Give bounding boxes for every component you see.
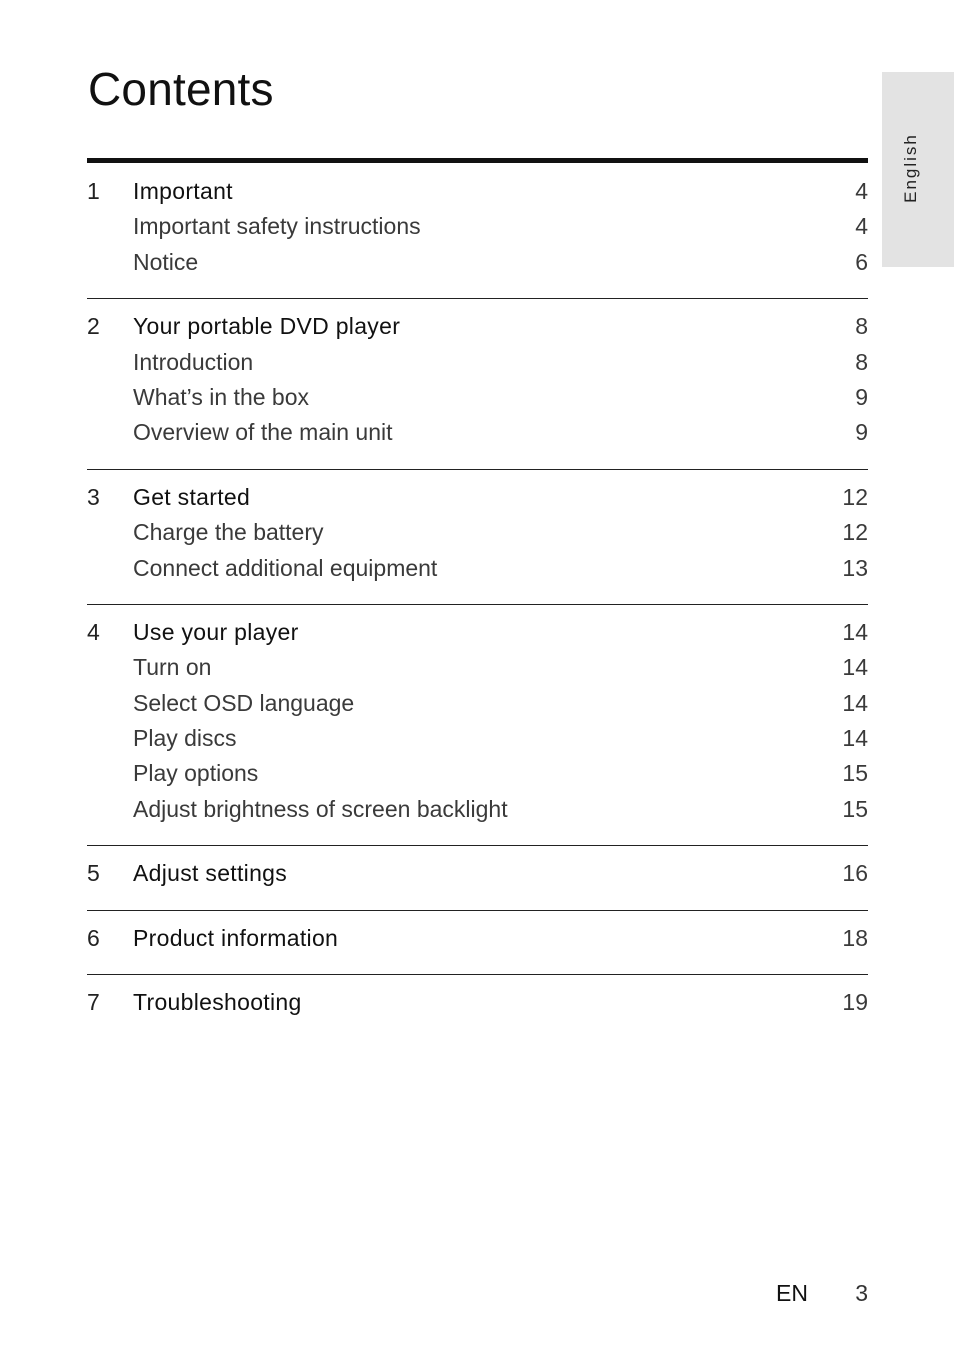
entry-title: Connect additional equipment	[133, 554, 438, 581]
toc-section	[87, 975, 868, 1038]
entry-page-number: 14	[842, 654, 868, 681]
toc-section	[87, 470, 868, 605]
toc-chapter-row[interactable]	[87, 856, 868, 891]
toc-entry-row[interactable]	[87, 209, 868, 244]
chapter-title: Your portable DVD player	[133, 313, 401, 340]
toc-section	[87, 846, 868, 910]
toc-entry-row[interactable]	[87, 721, 868, 756]
toc-chapter-row[interactable]	[87, 985, 868, 1020]
entry-page-number: 13	[842, 554, 868, 581]
chapter-page-number: 14	[842, 618, 868, 645]
entry-title: Notice	[133, 248, 199, 275]
toc-chapter-row[interactable]	[87, 921, 868, 956]
toc-section	[87, 605, 868, 846]
chapter-title: Use your player	[133, 618, 299, 645]
entry-title: Important safety instructions	[133, 213, 421, 240]
footer-page-number: 3	[855, 1280, 868, 1306]
toc-chapter-row[interactable]	[87, 174, 868, 209]
entry-title: Overview of the main unit	[133, 419, 393, 446]
entry-page-number: 6	[855, 248, 868, 275]
entry-page-number: 14	[842, 689, 868, 716]
entry-title: Turn on	[133, 654, 212, 681]
toc-entry-row[interactable]	[87, 650, 868, 685]
chapter-title: Adjust settings	[133, 860, 288, 887]
table-of-contents	[87, 163, 868, 1038]
toc-entry-row[interactable]	[87, 551, 868, 586]
toc-section	[87, 163, 868, 299]
chapter-number: 3	[87, 483, 100, 510]
chapter-number: 7	[87, 989, 100, 1016]
chapter-page-number: 18	[842, 924, 868, 951]
toc-chapter-row[interactable]	[87, 309, 868, 344]
toc-chapter-row[interactable]	[87, 615, 868, 650]
entry-page-number: 14	[842, 725, 868, 752]
toc-entry-row[interactable]	[87, 345, 868, 380]
toc-section	[87, 299, 868, 470]
footer-language: EN	[776, 1280, 808, 1306]
entry-title: Introduction	[133, 348, 254, 375]
page-title: Contents	[88, 63, 274, 115]
chapter-title: Product information	[133, 924, 339, 951]
chapter-title: Get started	[133, 483, 251, 510]
chapter-title: Important	[133, 178, 233, 204]
entry-title: Play discs	[133, 725, 237, 752]
toc-entry-row[interactable]	[87, 515, 868, 550]
toc-entry-row[interactable]	[87, 686, 868, 721]
entry-title: Adjust brightness of screen backlight	[133, 795, 508, 822]
chapter-number: 6	[87, 924, 100, 951]
chapter-number: 1	[87, 178, 100, 204]
chapter-title: Troubleshooting	[133, 989, 302, 1016]
chapter-page-number: 12	[842, 483, 868, 510]
chapter-number: 5	[87, 860, 100, 887]
entry-page-number: 12	[842, 519, 868, 546]
chapter-page-number: 16	[842, 860, 868, 887]
toc-chapter-row[interactable]	[87, 480, 868, 515]
toc-entry-row[interactable]	[87, 415, 868, 450]
chapter-page-number: 19	[842, 989, 868, 1016]
entry-page-number: 15	[842, 760, 868, 787]
chapter-number: 4	[87, 618, 100, 645]
chapter-page-number: 4	[855, 178, 868, 204]
entry-page-number: 15	[842, 795, 868, 822]
chapter-page-number: 8	[855, 313, 868, 340]
entry-title: Play options	[133, 760, 259, 787]
toc-entry-row[interactable]	[87, 380, 868, 415]
toc-entry-row[interactable]	[87, 245, 868, 280]
toc-section	[87, 911, 868, 975]
entry-page-number: 4	[855, 213, 868, 240]
entry-page-number: 8	[855, 348, 868, 375]
language-tab-label: English	[901, 133, 920, 203]
entry-title: What’s in the box	[133, 383, 310, 410]
entry-title: Charge the battery	[133, 519, 324, 546]
entry-title: Select OSD language	[133, 689, 355, 716]
entry-page-number: 9	[855, 419, 868, 446]
toc-entry-row[interactable]	[87, 792, 868, 827]
chapter-number: 2	[87, 313, 100, 340]
toc-entry-row[interactable]	[87, 756, 868, 791]
entry-page-number: 9	[855, 383, 868, 410]
